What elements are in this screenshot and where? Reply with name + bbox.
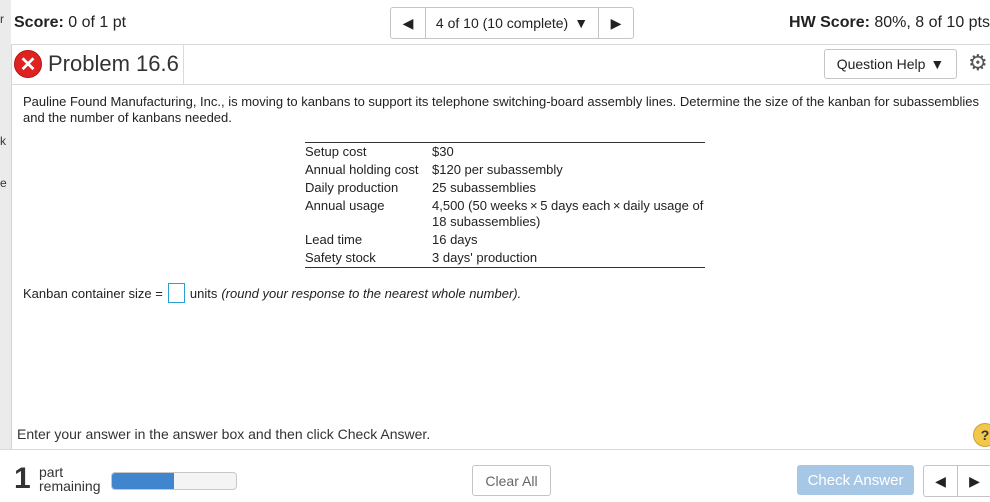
answer-unit: units: [189, 285, 218, 301]
table-cell-value: 16 days: [432, 232, 478, 247]
help-icon[interactable]: ?: [973, 423, 990, 447]
divider: [183, 44, 184, 84]
next-question-button[interactable]: ▶: [969, 472, 980, 489]
table-cell-label: Annual usage: [305, 198, 385, 213]
instruction-text: Enter your answer in the answer box and then click Check Answer.: [17, 426, 431, 442]
table-cell-label: Annual holding cost: [305, 162, 419, 177]
left-strip-char: e: [0, 176, 7, 190]
kanban-size-input[interactable]: [168, 283, 185, 303]
next-question-button[interactable]: [598, 8, 633, 38]
parts-remaining-count: 1: [14, 462, 31, 495]
question-help-button[interactable]: [824, 49, 957, 79]
parts-label-line1: part: [39, 464, 64, 480]
question-position: 4 of 10 (10 complete): [435, 15, 569, 31]
hw-score-label: HW Score:: [789, 14, 870, 31]
left-strip-char: k: [0, 134, 6, 148]
caret-down-icon: ▼: [574, 15, 589, 31]
score-label: Score:: [14, 14, 64, 31]
answer-label: Kanban container size =: [23, 285, 163, 301]
score-display: [14, 14, 126, 32]
answer-row: [23, 283, 521, 303]
previous-question-button[interactable]: [391, 8, 426, 38]
table-cell-label: Safety stock: [305, 250, 376, 265]
table-cell-value: 25 subassemblies: [432, 180, 537, 195]
problem-title: Problem 16.6: [48, 51, 179, 76]
previous-question-button[interactable]: ◀: [924, 466, 958, 496]
parts-remaining-label: [39, 465, 100, 493]
incorrect-x-icon: ✕: [14, 50, 42, 78]
caret-down-icon: ▼: [930, 56, 945, 72]
top-bar: [11, 0, 990, 45]
question-text: Pauline Found Manufacturing, Inc., is moving to kanbans to support its telephone switching-board assembly lines. Determine the size of the kanban for subassemblies and the number of kanbans needed.: [23, 94, 980, 125]
table-row: [305, 249, 705, 268]
score-value: 0 of 1 pt: [63, 14, 127, 31]
parts-label-line2: remaining: [39, 478, 101, 494]
hw-score-display: [789, 14, 990, 32]
problem-bar: [11, 44, 990, 85]
table-row: [305, 161, 705, 179]
caret-right-icon: ▶: [610, 14, 622, 31]
footer-bar: [0, 449, 990, 502]
table-cell-value: 4,500 (50 weeks × 5 days each × daily usage of 18 subassemblies): [432, 198, 704, 229]
gear-icon[interactable]: ⚙: [968, 50, 988, 75]
table-cell-value: $30: [432, 144, 454, 159]
table-cell-label: Daily production: [305, 180, 399, 195]
hw-score-value: 80%, 8 of 10 pts: [869, 14, 990, 31]
table-cell-value: 3 days' production: [432, 250, 538, 265]
data-table: [305, 142, 705, 268]
check-answer-button[interactable]: Check Answer: [797, 465, 914, 495]
footer-navigator: [923, 465, 990, 497]
table-cell-label: Setup cost: [305, 144, 367, 159]
table-row: [305, 143, 705, 162]
caret-left-icon: ◀: [402, 14, 414, 31]
table-cell-label: Lead time: [305, 232, 363, 247]
progress-fill: [112, 473, 174, 489]
table-row: [305, 179, 705, 197]
answer-hint: (round your response to the nearest whole number).: [221, 285, 522, 301]
progress-bar: [111, 472, 237, 490]
table-row: [305, 231, 705, 249]
question-dropdown[interactable]: [426, 8, 598, 38]
left-strip-char: r: [0, 12, 4, 26]
table-cell-value: $120 per subassembly: [432, 162, 563, 177]
clear-all-button[interactable]: Clear All: [472, 465, 551, 496]
question-navigator: [390, 7, 634, 39]
question-help-label: Question Help: [836, 56, 926, 72]
table-row: [305, 197, 705, 231]
